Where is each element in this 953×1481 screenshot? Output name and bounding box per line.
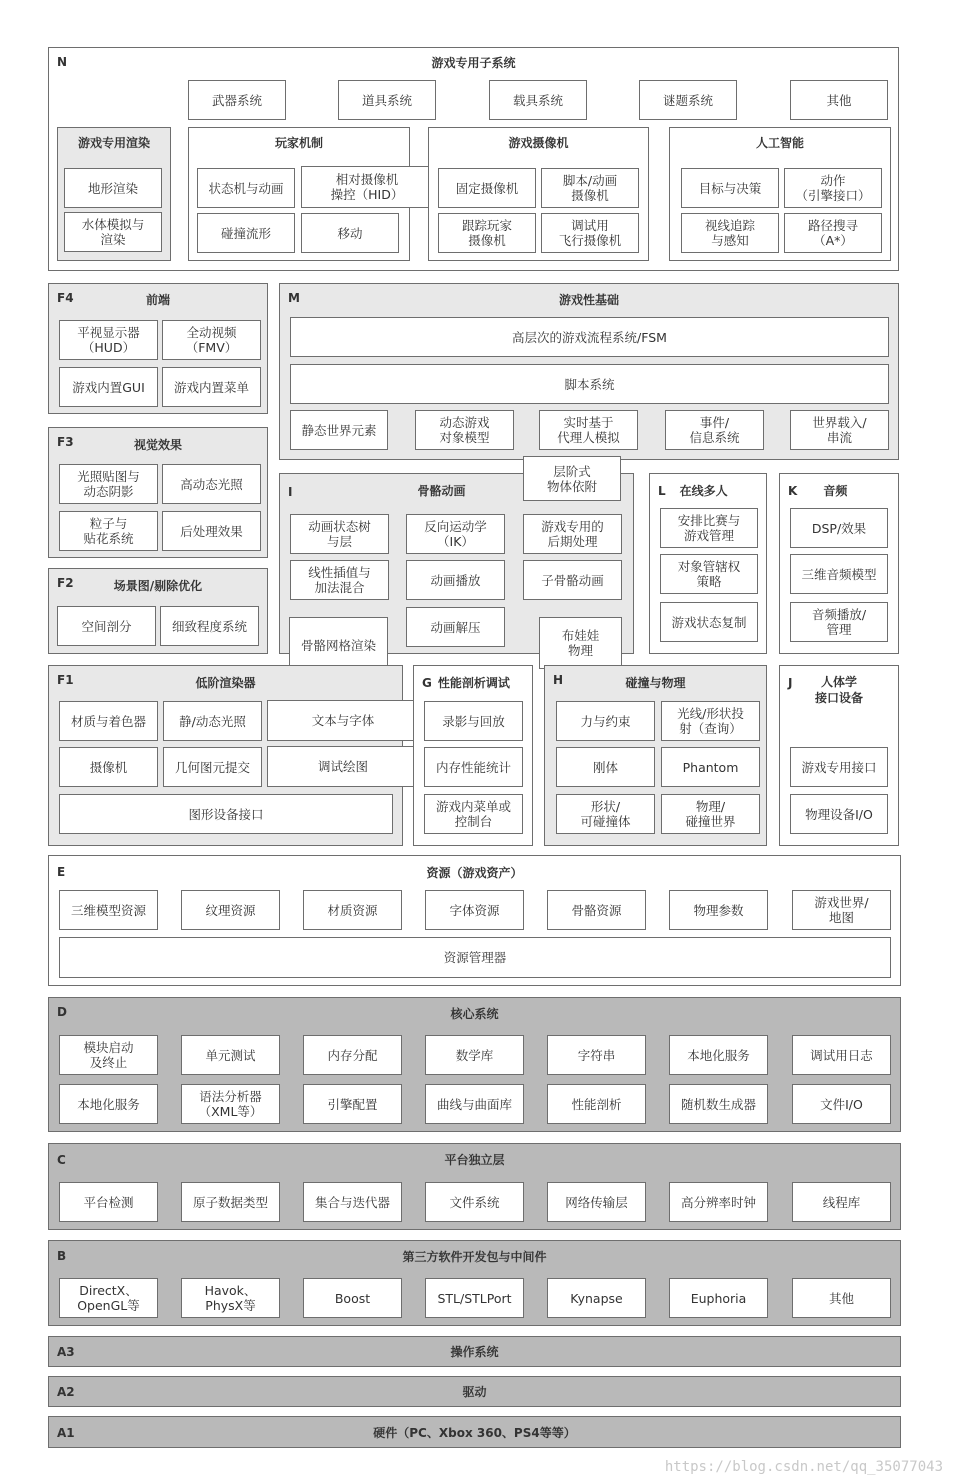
fixed-camera-box: 固定摄像机 xyxy=(438,168,536,208)
file-io-box: 文件I/O xyxy=(792,1084,891,1124)
unit-testing-box: 单元测试 xyxy=(181,1035,280,1075)
layer-letter: E xyxy=(57,865,66,879)
layer-c-platform-independence xyxy=(48,1143,901,1230)
puzzle-system-box: 谜题系统 xyxy=(639,80,737,120)
post-processing-box: 后处理效果 xyxy=(162,511,261,551)
fmv-box: 全动视频 （FMV） xyxy=(162,320,261,360)
layer-letter: H xyxy=(553,673,564,687)
3d-audio-model-box: 三维音频模型 xyxy=(790,554,888,594)
layer-letter: B xyxy=(57,1249,67,1263)
curves-surfaces-box: 曲线与曲面库 xyxy=(425,1084,524,1124)
movement-box: 移动 xyxy=(301,213,399,253)
game-specific-interface-box: 游戏专用接口 xyxy=(790,747,888,787)
debug-log-box: 调试用日志 xyxy=(792,1035,891,1075)
anim-state-tree-box: 动画状态树 与层 xyxy=(290,514,389,554)
layer-b-third-party-sdks xyxy=(48,1240,901,1326)
directx-opengl-box: DirectX、 OpenGL等 xyxy=(59,1278,158,1318)
follow-camera-box: 跟踪玩家 摄像机 xyxy=(438,213,536,253)
layer-letter: D xyxy=(57,1005,67,1019)
threading-library-box: 线程库 xyxy=(792,1182,891,1222)
layer-title: 人体学 接口设备 xyxy=(814,675,863,705)
game-render-panel xyxy=(57,127,171,261)
skeleton-resource-box: 骨骼资源 xyxy=(547,890,646,930)
font-resource-box: 字体资源 xyxy=(425,890,524,930)
layer-title: 操作系统 xyxy=(450,1345,499,1359)
audio-playback-box: 音频播放/ 管理 xyxy=(790,602,888,642)
physics-world-box: 物理/ 碰撞世界 xyxy=(661,794,760,834)
static-world-box: 静态世界元素 xyxy=(290,410,388,450)
panel-title: 人工智能 xyxy=(755,136,804,150)
euphoria-box: Euphoria xyxy=(669,1278,768,1318)
localization-box-2: 本地化服务 xyxy=(59,1084,158,1124)
rng-box: 随机数生成器 xyxy=(669,1084,768,1124)
layer-letter: A2 xyxy=(57,1385,75,1399)
sub-skeletal-anim-box: 子骨骼动画 xyxy=(523,560,622,600)
layer-title: 在线多人 xyxy=(679,484,728,498)
item-system-box: 道具系统 xyxy=(338,80,436,120)
ai-panel xyxy=(669,127,891,261)
hierarchical-attachment-box: 层阶式 物体依附 xyxy=(523,456,621,501)
terrain-render-box: 地形渲染 xyxy=(64,168,162,208)
layer-letter: I xyxy=(288,485,293,499)
layer-letter: J xyxy=(788,676,793,690)
layer-letter: A1 xyxy=(57,1426,75,1440)
layer-title: 骨骼动画 xyxy=(417,484,466,498)
panel-title: 玩家机制 xyxy=(274,136,323,150)
fsm-box: 高层次的游戏流程系统/FSM xyxy=(290,317,889,357)
static-dynamic-lighting-box: 静/动态光照 xyxy=(163,701,262,741)
forces-constraints-box: 力与约束 xyxy=(556,701,655,741)
layer-title: 平台独立层 xyxy=(444,1153,505,1167)
layer-heading xyxy=(788,482,847,499)
layer-letter: F1 xyxy=(57,673,74,687)
memory-allocation-box: 内存分配 xyxy=(303,1035,402,1075)
physics-params-box: 物理参数 xyxy=(669,890,768,930)
layer-letter: C xyxy=(57,1153,66,1167)
other-sdk-box: 其他 xyxy=(792,1278,891,1318)
material-resource-box: 材质资源 xyxy=(303,890,402,930)
layer-title: 碰撞与物理 xyxy=(625,676,686,690)
layer-title: 音频 xyxy=(823,484,848,498)
skeletal-mesh-render-box: 骨骼网格渲染 xyxy=(289,617,388,674)
collections-iterators-box: 集合与迭代器 xyxy=(303,1182,402,1222)
layer-title: 核心系统 xyxy=(450,1007,499,1021)
phantom-box: Phantom xyxy=(661,747,760,787)
layer-letter: F2 xyxy=(57,576,74,590)
layer-heading xyxy=(422,674,510,691)
lod-system-box: 细致程度系统 xyxy=(160,606,259,646)
materials-shaders-box: 材质与着色器 xyxy=(59,701,158,741)
lerp-blend-box: 线性插值与 加法混合 xyxy=(290,560,389,600)
layer-g-profiling-debugging xyxy=(413,665,533,846)
state-replication-box: 游戏状态复制 xyxy=(660,602,758,642)
camera-box: 摄像机 xyxy=(59,747,158,787)
game-world-map-box: 游戏世界/ 地图 xyxy=(792,890,891,930)
layer-h-collision-physics xyxy=(544,665,767,846)
layer-k-audio xyxy=(779,473,899,654)
network-transport-box: 网络传输层 xyxy=(547,1182,646,1222)
file-system-box: 文件系统 xyxy=(425,1182,524,1222)
game-camera-panel xyxy=(428,127,649,261)
layer-letter: M xyxy=(288,291,300,305)
layer-a1-hardware xyxy=(48,1416,901,1448)
spatial-partition-box: 空间剖分 xyxy=(57,606,156,646)
vehicle-system-box: 载具系统 xyxy=(489,80,587,120)
layer-f2-scene-graph xyxy=(48,568,268,654)
layer-letter: G xyxy=(422,676,432,690)
rigid-bodies-box: 刚体 xyxy=(556,747,655,787)
texture-resource-box: 纹理资源 xyxy=(181,890,280,930)
layer-title: 硬件（PC、Xbox 360、PS4等等） xyxy=(373,1425,576,1440)
engine-config-box: 引擎配置 xyxy=(303,1084,402,1124)
anim-playback-box: 动画播放 xyxy=(406,560,505,600)
layer-j-human-interface-devices xyxy=(779,665,899,846)
primitive-submission-box: 几何图元提交 xyxy=(163,747,262,787)
game-post-processing-box: 游戏专用的 后期处理 xyxy=(523,514,622,554)
layer-title: 资源（游戏资产） xyxy=(426,866,523,880)
module-startup-box: 模块启动 及终止 xyxy=(59,1035,158,1075)
graphics-device-interface-box: 图形设备接口 xyxy=(59,794,393,834)
layer-letter: L xyxy=(658,484,666,498)
in-game-console-box: 游戏内菜单或 控制台 xyxy=(424,794,523,834)
resource-manager-box: 资源管理器 xyxy=(59,937,891,978)
hi-res-timer-box: 高分辨率时钟 xyxy=(669,1182,768,1222)
layer-letter: F3 xyxy=(57,435,74,449)
kynapse-box: Kynapse xyxy=(547,1278,646,1318)
atomic-types-box: 原子数据类型 xyxy=(181,1182,280,1222)
collision-manifold-box: 碰撞流形 xyxy=(197,213,295,253)
matchmaking-box: 安排比赛与 游戏管理 xyxy=(660,508,758,548)
scripted-camera-box: 脚本/动画 摄像机 xyxy=(541,168,639,208)
layer-a3-operating-system xyxy=(48,1336,901,1367)
layer-f3-visual-effects xyxy=(48,427,268,558)
layer-l-online-multiplayer xyxy=(649,473,767,654)
camera-relative-control-box: 相对摄像机 操控（HID） xyxy=(301,166,433,208)
layer-letter: K xyxy=(788,484,798,498)
state-machine-box: 状态机与动画 xyxy=(197,168,295,208)
stl-stlport-box: STL/STLPort xyxy=(425,1278,524,1318)
lightmap-shadow-box: 光照贴图与 动态阴影 xyxy=(59,464,158,504)
layer-f4-front-end xyxy=(48,283,268,414)
debug-fly-camera-box: 调试用 飞行摄像机 xyxy=(541,213,639,253)
layer-a2-drivers xyxy=(48,1376,901,1407)
localization-box-1: 本地化服务 xyxy=(669,1035,768,1075)
memory-stats-box: 内存性能统计 xyxy=(424,747,523,787)
hud-box: 平视显示器 （HUD） xyxy=(59,320,158,360)
math-library-box: 数学库 xyxy=(425,1035,524,1075)
object-authority-box: 对象管辖权 策略 xyxy=(660,554,758,594)
hdr-lighting-box: 高动态光照 xyxy=(162,464,261,504)
layer-title: 游戏专用子系统 xyxy=(431,56,516,70)
debug-drawing-box: 调试绘图 xyxy=(267,746,419,787)
layer-title: 驱动 xyxy=(462,1385,487,1399)
parser-box: 语法分析器 （XML等） xyxy=(181,1084,280,1124)
layer-d-core-systems xyxy=(48,997,901,1132)
layer-title: 第三方软件开发包与中间件 xyxy=(402,1250,547,1264)
pathfinding-box: 路径搜寻 （A*） xyxy=(784,213,882,253)
event-messaging-box: 事件/ 信息系统 xyxy=(665,410,764,450)
in-game-menu-box: 游戏内置菜单 xyxy=(162,367,261,407)
player-mechanics-panel xyxy=(188,127,410,261)
platform-detection-box: 平台检测 xyxy=(59,1182,158,1222)
text-fonts-box: 文本与字体 xyxy=(267,700,419,741)
layer-title: 游戏性基础 xyxy=(558,293,619,307)
strings-box: 字符串 xyxy=(547,1035,646,1075)
layer-title: 场景图/剔除优化 xyxy=(113,579,203,593)
layer-letter: A3 xyxy=(57,1345,75,1359)
sight-perception-box: 视线追踪 与感知 xyxy=(681,213,779,253)
actions-engine-interface-box: 动作 （引擎接口） xyxy=(784,168,882,208)
water-sim-box: 水体模拟与 渲染 xyxy=(64,212,162,252)
layer-title: 性能剖析调试 xyxy=(437,676,510,690)
record-playback-box: 录影与回放 xyxy=(424,701,523,741)
watermark: https://blog.csdn.net/qq_35077043 xyxy=(664,1459,943,1475)
script-system-box: 脚本系统 xyxy=(290,364,889,404)
layer-letter: N xyxy=(57,55,68,69)
layer-letter: F4 xyxy=(57,291,74,305)
ik-box: 反向运动学 （IK） xyxy=(406,514,505,554)
shapes-collidables-box: 形状/ 可碰撞体 xyxy=(556,794,655,834)
physical-device-io-box: 物理设备I/O xyxy=(790,794,888,834)
agent-simulation-box: 实时基于 代理人模拟 xyxy=(539,410,638,450)
3d-model-resource-box: 三维模型资源 xyxy=(59,890,158,930)
dynamic-object-model-box: 动态游戏 对象模型 xyxy=(415,410,514,450)
layer-n-game-specific-subsystems xyxy=(48,47,899,271)
anim-decompression-box: 动画解压 xyxy=(406,607,505,647)
boost-box: Boost xyxy=(303,1278,402,1318)
goals-decisions-box: 目标与决策 xyxy=(681,168,779,208)
layer-title: 视觉效果 xyxy=(133,438,182,452)
dsp-effects-box: DSP/效果 xyxy=(790,508,888,548)
profiling-box: 性能剖析 xyxy=(547,1084,646,1124)
panel-title: 游戏摄像机 xyxy=(508,136,569,150)
in-game-gui-box: 游戏内置GUI xyxy=(59,367,158,407)
particle-decal-box: 粒子与 贴花系统 xyxy=(59,511,158,551)
layer-title: 低阶渲染器 xyxy=(195,676,256,690)
layer-e-resources xyxy=(48,855,901,986)
world-streaming-box: 世界载入/ 串流 xyxy=(790,410,889,450)
havok-physx-box: Havok、 PhysX等 xyxy=(181,1278,280,1318)
ragdoll-physics-box: 布娃娃 物理 xyxy=(539,617,622,669)
weapon-system-box: 武器系统 xyxy=(188,80,286,120)
panel-title: 游戏专用渲染 xyxy=(77,136,150,150)
other-box: 其他 xyxy=(790,80,888,120)
layer-m-gameplay-foundations xyxy=(279,283,899,460)
layer-heading xyxy=(658,482,728,499)
layer-title: 前端 xyxy=(145,293,170,307)
ray-shape-casting-box: 光线/形状投 射（查询） xyxy=(661,701,760,741)
